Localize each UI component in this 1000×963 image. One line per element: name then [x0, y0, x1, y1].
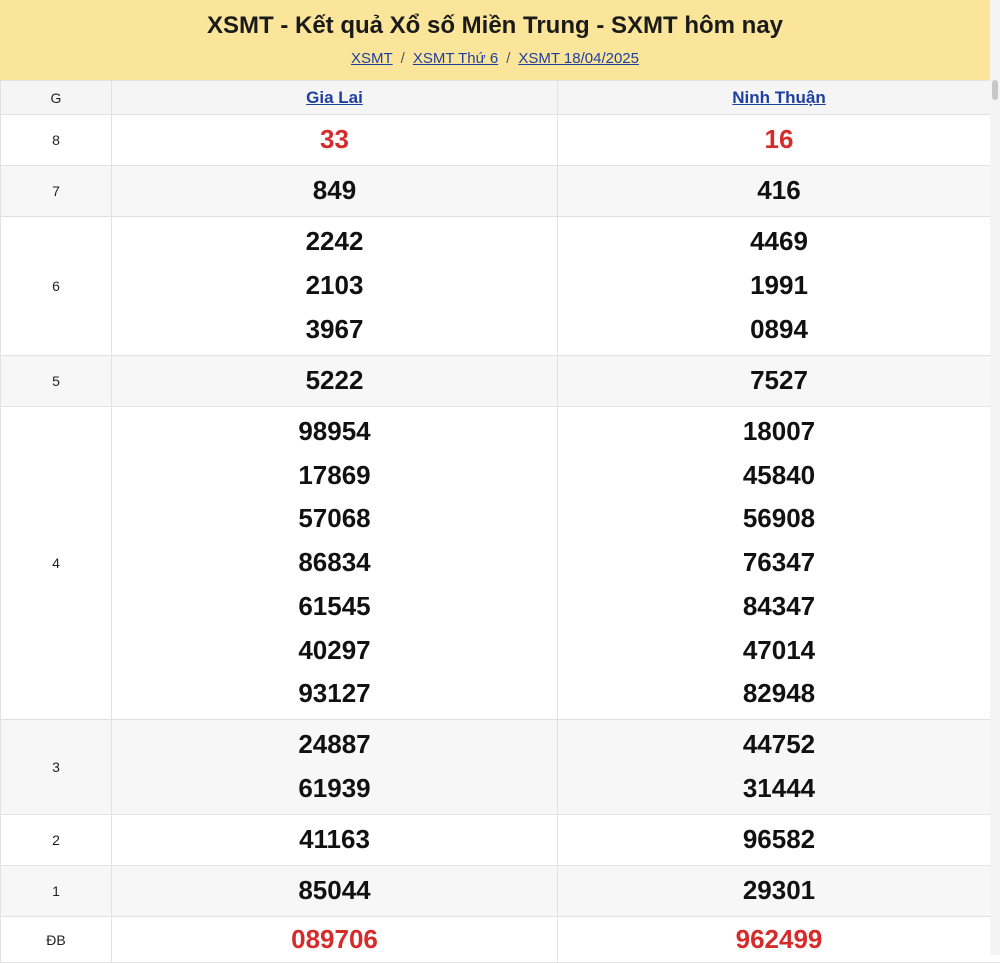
result-number: 86834: [112, 541, 557, 585]
province-header-gia-lai: [112, 81, 558, 115]
results-gia-lai: [112, 217, 558, 356]
results-gia-lai: [112, 115, 558, 166]
result-number: 089706: [112, 918, 557, 962]
result-number: 16: [558, 118, 1000, 162]
result-number: 98954: [112, 410, 557, 454]
breadcrumb-link-weekday[interactable]: XSMT Thứ 6: [413, 50, 498, 67]
table-row-prize-4: [1, 407, 1000, 720]
prize-label: 4: [1, 407, 112, 720]
table-row-prize-7: [1, 166, 1000, 217]
breadcrumb-separator: /: [401, 50, 405, 67]
prize-label: 3: [1, 720, 112, 815]
result-number: 962499: [558, 918, 1000, 962]
result-number: 29301: [558, 869, 1000, 913]
breadcrumb-link-date[interactable]: XSMT 18/04/2025: [518, 50, 639, 67]
table-row-prize-8: [1, 115, 1000, 166]
result-number: 849: [112, 169, 557, 213]
result-number: 56908: [558, 497, 1000, 541]
table-row-prize-2: [1, 815, 1000, 866]
table-row-prize-3: [1, 720, 1000, 815]
scrollbar[interactable]: [990, 0, 1000, 955]
result-number: 2103: [112, 264, 557, 308]
result-number: 7527: [558, 359, 1000, 403]
result-number: 2242: [112, 220, 557, 264]
province-link-gia-lai[interactable]: Gia Lai: [306, 88, 363, 107]
result-number: 17869: [112, 454, 557, 498]
prize-label: 6: [1, 217, 112, 356]
result-number: 24887: [112, 723, 557, 767]
table-row-prize-5: [1, 356, 1000, 407]
page-title: XSMT - Kết quả Xổ số Miền Trung - SXMT hôm nay: [0, 12, 990, 40]
result-number: 61939: [112, 767, 557, 811]
results-ninh-thuan: [558, 815, 1000, 866]
table-header-row: [1, 81, 1000, 115]
breadcrumb-link-xsmt[interactable]: XSMT: [351, 50, 393, 67]
results-gia-lai: [112, 356, 558, 407]
result-number: 41163: [112, 818, 557, 862]
results-ninh-thuan: [558, 407, 1000, 720]
result-number: 76347: [558, 541, 1000, 585]
results-ninh-thuan: [558, 217, 1000, 356]
result-number: 40297: [112, 629, 557, 673]
prize-label: ĐB: [1, 917, 112, 963]
result-number: 47014: [558, 629, 1000, 673]
results-gia-lai: [112, 720, 558, 815]
result-number: 0894: [558, 308, 1000, 352]
results-gia-lai: [112, 815, 558, 866]
page-header: [0, 0, 990, 80]
result-number: 57068: [112, 497, 557, 541]
results-gia-lai: [112, 917, 558, 963]
result-number: 18007: [558, 410, 1000, 454]
result-number: 31444: [558, 767, 1000, 811]
results-ninh-thuan: [558, 166, 1000, 217]
result-number: 1991: [558, 264, 1000, 308]
results-gia-lai: [112, 407, 558, 720]
province-link-ninh-thuan[interactable]: Ninh Thuận: [732, 88, 825, 107]
table-row-prize-6: [1, 217, 1000, 356]
table-row-special-prize: [1, 917, 1000, 963]
results-ninh-thuan: [558, 720, 1000, 815]
prize-column-header: G: [1, 81, 112, 115]
result-number: 61545: [112, 585, 557, 629]
breadcrumb: [0, 50, 990, 67]
result-number: 84347: [558, 585, 1000, 629]
result-number: 45840: [558, 454, 1000, 498]
results-ninh-thuan: [558, 115, 1000, 166]
result-number: 4469: [558, 220, 1000, 264]
breadcrumb-separator: /: [506, 50, 510, 67]
results-table: [0, 80, 1000, 963]
result-number: 5222: [112, 359, 557, 403]
result-number: 416: [558, 169, 1000, 213]
result-number: 44752: [558, 723, 1000, 767]
prize-label: 5: [1, 356, 112, 407]
prize-label: 1: [1, 866, 112, 917]
results-gia-lai: [112, 166, 558, 217]
result-number: 33: [112, 118, 557, 162]
table-row-prize-1: [1, 866, 1000, 917]
result-number: 85044: [112, 869, 557, 913]
prize-label: 2: [1, 815, 112, 866]
province-header-ninh-thuan: [558, 81, 1000, 115]
result-number: 3967: [112, 308, 557, 352]
prize-label: 7: [1, 166, 112, 217]
results-ninh-thuan: [558, 866, 1000, 917]
scrollbar-thumb[interactable]: [992, 80, 998, 100]
result-number: 82948: [558, 672, 1000, 716]
results-ninh-thuan: [558, 356, 1000, 407]
results-ninh-thuan: [558, 917, 1000, 963]
result-number: 93127: [112, 672, 557, 716]
result-number: 96582: [558, 818, 1000, 862]
prize-label: 8: [1, 115, 112, 166]
results-gia-lai: [112, 866, 558, 917]
